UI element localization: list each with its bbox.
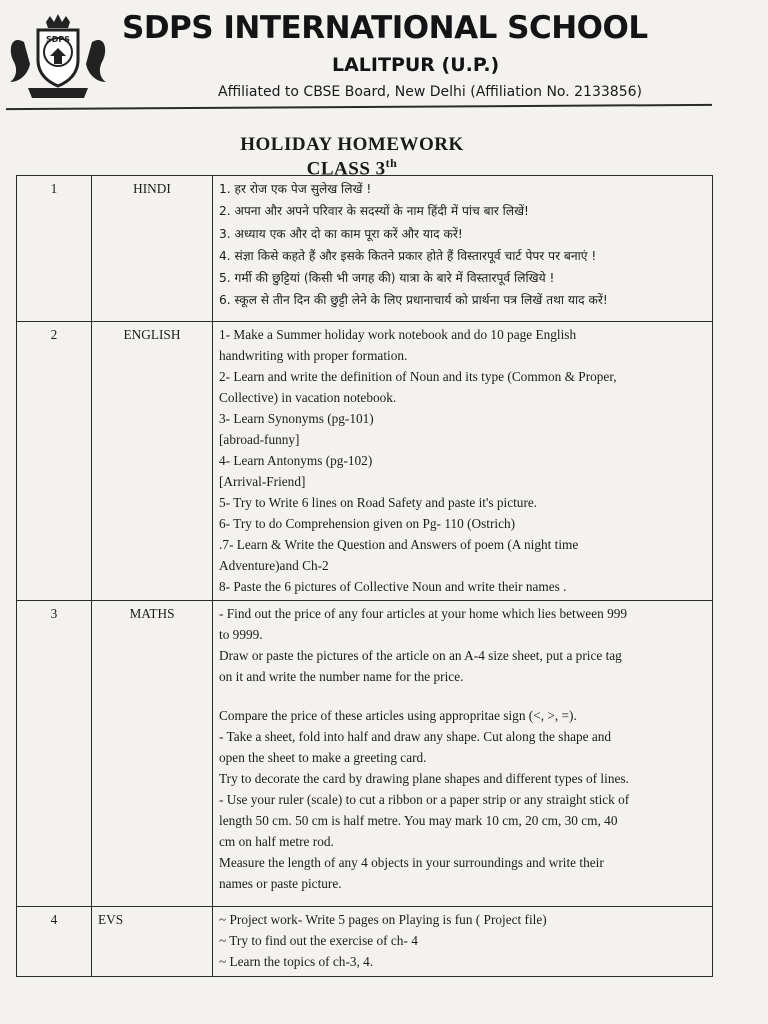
task-line: 4. संज्ञा किसे कहते हैं और इसके कितने प्रकार होते हैं विस्तारपूर्व चार्ट पेपर पर बनाएं ! [219, 248, 597, 263]
task-line: 2. अपना और अपने परिवार के सदस्यों के नाम हिंदी में पांच बार लिखें! [219, 204, 529, 219]
class-title-text: CLASS 3 [306, 158, 386, 180]
task-line: 5. गर्मी की छुट्टियां (किसी भी जगह की) यात्रा के बारे में विस्तारपूर्व लिखिये ! [219, 271, 555, 286]
row-number: 4 [17, 907, 92, 977]
table-row [17, 176, 713, 322]
subject-name: MATHS [92, 601, 213, 907]
affiliation-text: Affiliated to CBSE Board, New Delhi (Affiliation No. 2133856) [218, 84, 642, 100]
task-line: open the sheet to make a greeting card. [219, 750, 427, 765]
task-line: - Find out the price of any four articles at your home which lies between 999 [219, 606, 628, 621]
task-line: 4- Learn Antonyms (pg-102) [219, 453, 373, 468]
school-city: LALITPUR (U.P.) [332, 54, 500, 76]
letterhead [0, 0, 768, 120]
task-list [213, 176, 713, 322]
task-line: 1- Make a Summer holiday work notebook and do 10 page English [219, 327, 577, 342]
task-line: 6. स्कूल से तीन दिन की छुट्टी लेने के लिए प्रधानाचार्य को प्रार्थना पत्र लिखें तथा याद करें! [219, 293, 608, 308]
task-list [213, 322, 713, 601]
task-line: [abroad-funny] [219, 432, 300, 447]
task-line: Try to decorate the card by drawing plane shapes and different types of lines. [219, 771, 629, 786]
task-line: - Use your ruler (scale) to cut a ribbon or a paper strip or any straight stick of [219, 792, 630, 807]
blank-line [219, 687, 708, 705]
task-line: length 50 cm. 50 cm is half metre. You may mark 10 cm, 20 cm, 30 cm, 40 [219, 813, 618, 828]
task-line: ~ Try to find out the exercise of ch- 4 [219, 933, 418, 948]
task-line: names or paste picture. [219, 876, 342, 891]
task-line: .7- Learn & Write the Question and Answers of poem (A night time [219, 537, 579, 552]
task-line: Adventure)and Ch-2 [219, 558, 329, 573]
table-row [17, 322, 713, 601]
logo-text: SDPS [45, 35, 71, 44]
row-number: 2 [17, 322, 92, 601]
homework-table [16, 175, 713, 977]
task-line: 8- Paste the 6 pictures of Collective Noun and write their names . [219, 579, 567, 594]
school-crest-logo [6, 12, 110, 102]
task-line: Draw or paste the pictures of the article on an A-4 size sheet, put a price tag [219, 648, 622, 663]
task-line: 5- Try to Write 6 lines on Road Safety and paste it's picture. [219, 495, 538, 510]
header-divider [6, 104, 712, 110]
school-name: SDPS INTERNATIONAL SCHOOL [122, 10, 648, 46]
task-line: 6- Try to do Comprehension given on Pg- 110 (Ostrich) [219, 516, 516, 531]
page-title: HOLIDAY HOMEWORK [240, 134, 464, 155]
task-line: Measure the length of any 4 objects in your surroundings and write their [219, 855, 604, 870]
row-number: 3 [17, 601, 92, 907]
task-line: 3- Learn Synonyms (pg-101) [219, 411, 374, 426]
task-list [213, 601, 713, 907]
task-line: [Arrival-Friend] [219, 474, 306, 489]
table-row [17, 601, 713, 907]
task-line: - Take a sheet, fold into half and draw any shape. Cut along the shape and [219, 729, 612, 744]
subject-name: EVS [92, 907, 213, 977]
subject-name: ENGLISH [92, 322, 213, 601]
task-line: handwriting with proper formation. [219, 348, 408, 363]
task-line: Compare the price of these articles using appropritae sign (<, >, =). [219, 708, 577, 723]
task-line: to 9999. [219, 627, 263, 642]
class-title-sup: th [385, 156, 398, 170]
task-line: 1. हर रोज एक पेज सुलेख लिखें ! [219, 182, 372, 196]
task-line: cm on half metre rod. [219, 834, 334, 849]
task-line: 3. अध्याय एक और दो का काम पूरा करें और याद करें! [219, 226, 463, 241]
row-number: 1 [17, 176, 92, 322]
table-row [17, 907, 713, 977]
task-list [213, 907, 713, 977]
task-line: 2- Learn and write the definition of Noun and its type (Common & Proper, [219, 369, 617, 384]
task-line: ~ Learn the topics of ch-3, 4. [219, 954, 374, 969]
task-line: ~ Project work- Write 5 pages on Playing is fun ( Project file) [219, 912, 547, 927]
subject-name: HINDI [92, 176, 213, 322]
task-line: Collective) in vacation notebook. [219, 390, 397, 405]
task-line: on it and write the number name for the price. [219, 669, 464, 684]
